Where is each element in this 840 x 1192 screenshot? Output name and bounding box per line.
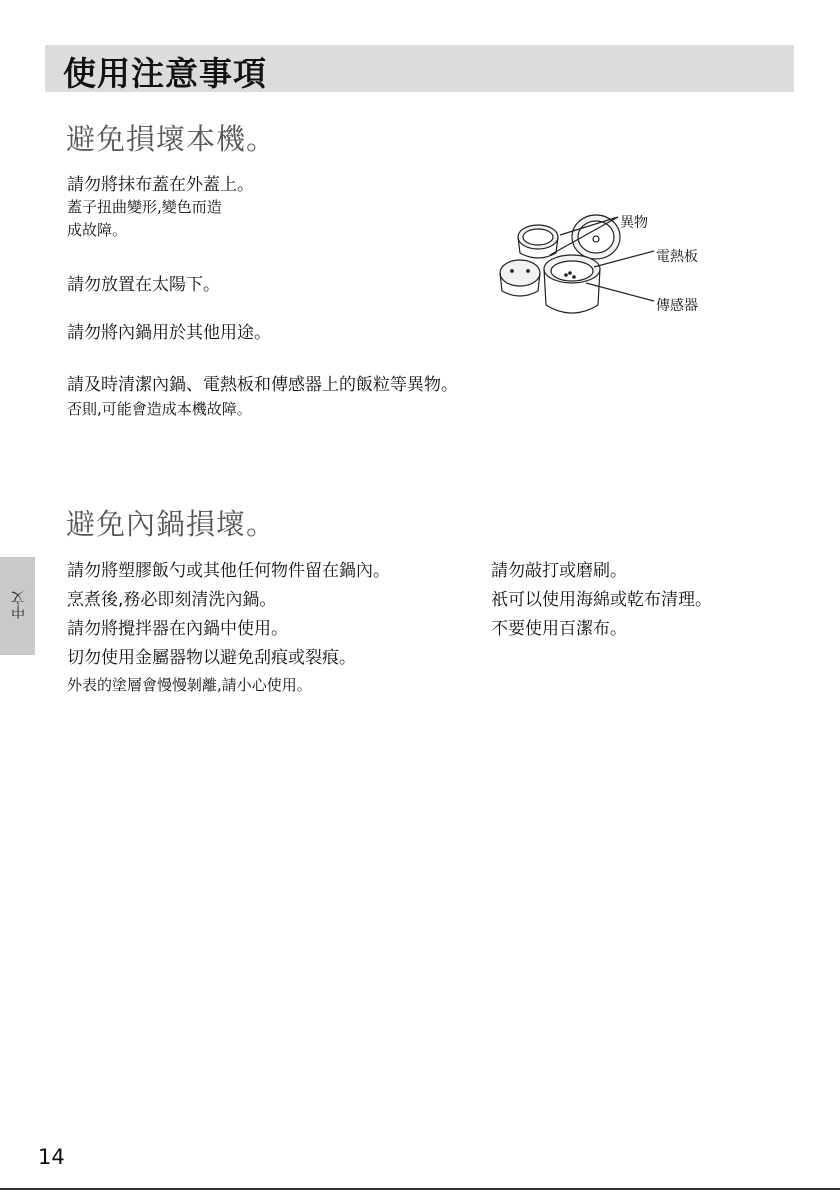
instruction-line: 蓋子扭曲變形,變色而造 [67,198,222,216]
instruction-line: 請勿將抹布蓋在外蓋上。 [67,175,254,195]
title-bar [45,45,794,92]
diagram-label-heating-plate: 電熱板 [656,249,698,265]
instruction-line: 烹煮後,務必即刻清洗內鍋。 [67,590,277,610]
instruction-line: 否則,可能會造成本機故障。 [67,400,252,418]
instruction-line: 請勿將塑膠飯勺或其他任何物件留在鍋內。 [67,561,390,581]
language-tab-label: 中文 [11,591,27,619]
instruction-line: 請勿敲打或磨刷。 [491,561,627,581]
instruction-line: 切勿使用金屬器物以避免刮痕或裂痕。 [67,648,356,668]
page-number: 14 [38,1145,65,1169]
bottom-rule [0,1188,840,1190]
instruction-line: 請勿放置在太陽下。 [67,275,220,295]
language-tab [0,557,35,655]
diagram-label-sensor: 傳感器 [656,298,698,314]
section-heading-damage-unit: 避免損壞本機。 [66,122,277,156]
section-heading-inner-pot: 避免內鍋損壞。 [66,507,277,541]
instruction-line: 請勿將攪拌器在內鍋中使用。 [67,619,288,639]
page-title: 使用注意事項 [63,54,267,93]
instruction-line: 祇可以使用海綿或乾布清理。 [491,590,712,610]
instruction-line: 請勿將內鍋用於其他用途。 [67,323,271,343]
instruction-line: 外表的塗層會慢慢剝離,請小心使用。 [67,676,312,694]
instruction-line: 不要使用百潔布。 [491,619,627,639]
instruction-line: 成故障。 [67,221,128,239]
diagram-label-foreign-matter: 異物 [620,215,648,231]
instruction-line: 請及時清潔內鍋、電熱板和傳感器上的飯粒等異物。 [67,375,458,395]
rice-cooker-parts-diagram [490,205,730,335]
